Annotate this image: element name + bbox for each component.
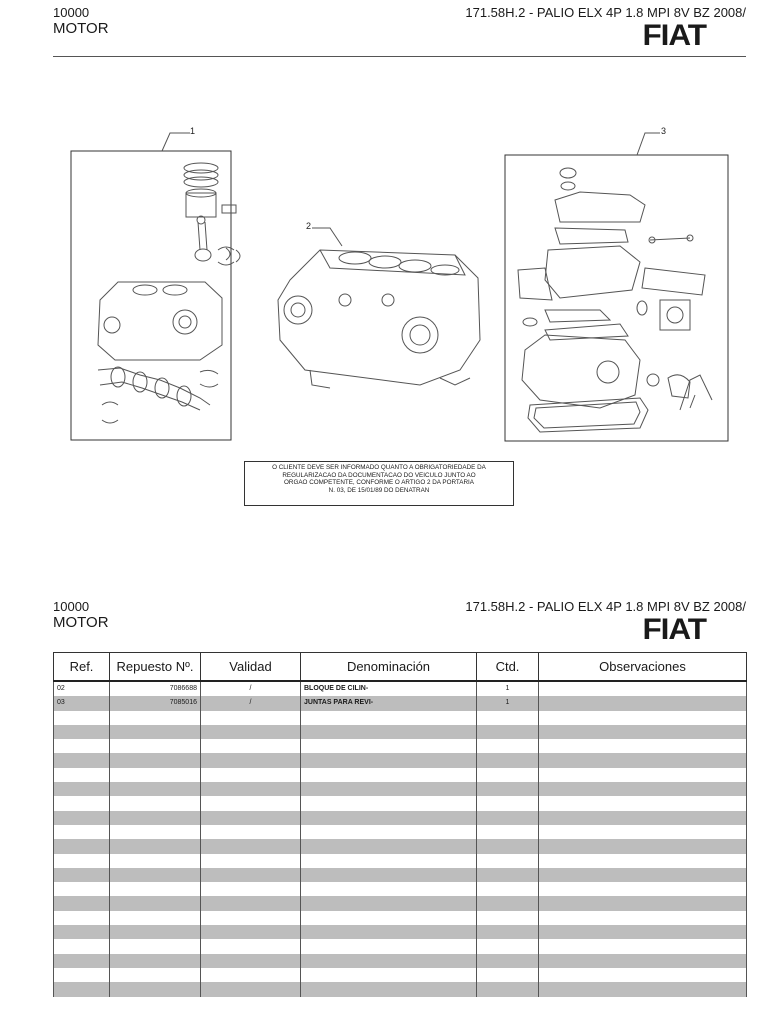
cell-part-number: 7085016	[110, 696, 201, 710]
empty-cell	[301, 768, 477, 782]
empty-cell	[301, 753, 477, 767]
empty-cell	[201, 753, 301, 767]
empty-cell	[54, 882, 110, 896]
diagram-group-1[interactable]	[71, 126, 240, 440]
cell-description: BLOQUE DE CILIN-	[301, 681, 477, 696]
empty-cell	[110, 811, 201, 825]
notice-line: REGULARIZACAO DA DOCUMENTACAO DO VEICULO JUNTO AO	[282, 471, 476, 479]
empty-cell	[301, 911, 477, 925]
empty-cell	[301, 725, 477, 739]
empty-cell	[539, 968, 747, 982]
empty-cell	[110, 982, 201, 996]
empty-cell	[301, 982, 477, 996]
empty-table-row	[54, 811, 747, 825]
empty-cell	[54, 753, 110, 767]
empty-cell	[539, 725, 747, 739]
empty-table-row	[54, 711, 747, 725]
empty-cell	[539, 854, 747, 868]
callout-3: 3	[661, 126, 667, 136]
empty-cell	[54, 896, 110, 910]
empty-cell	[201, 825, 301, 839]
group-code: 10000	[53, 5, 90, 20]
empty-cell	[301, 854, 477, 868]
regulatory-notice	[244, 461, 514, 506]
column-header-validity: Validad	[201, 653, 301, 682]
callout-1: 1	[190, 126, 196, 136]
empty-cell	[301, 882, 477, 896]
empty-cell	[539, 839, 747, 853]
empty-cell	[110, 711, 201, 725]
empty-cell	[539, 796, 747, 810]
empty-cell	[301, 711, 477, 725]
section-title: MOTOR	[53, 614, 109, 631]
empty-cell	[54, 739, 110, 753]
empty-cell	[54, 911, 110, 925]
empty-cell	[477, 839, 539, 853]
empty-table-row	[54, 782, 747, 796]
empty-cell	[477, 954, 539, 968]
empty-cell	[54, 954, 110, 968]
empty-cell	[110, 925, 201, 939]
empty-cell	[110, 725, 201, 739]
empty-cell	[54, 868, 110, 882]
empty-cell	[110, 911, 201, 925]
empty-cell	[110, 882, 201, 896]
empty-cell	[477, 982, 539, 996]
empty-cell	[477, 968, 539, 982]
section-title: MOTOR	[53, 20, 109, 37]
empty-table-row	[54, 854, 747, 868]
empty-cell	[110, 739, 201, 753]
empty-cell	[301, 968, 477, 982]
fiat-logo: FIAT	[642, 613, 706, 646]
empty-cell	[539, 882, 747, 896]
empty-cell	[477, 854, 539, 868]
empty-table-row	[54, 954, 747, 968]
model-description: 171.58H.2 - PALIO ELX 4P 1.8 MPI 8V BZ 2008/	[465, 5, 746, 20]
column-header-description: Denominación	[301, 653, 477, 682]
empty-cell	[201, 982, 301, 996]
empty-cell	[201, 896, 301, 910]
group-code: 10000	[53, 599, 90, 614]
empty-cell	[54, 782, 110, 796]
empty-cell	[110, 753, 201, 767]
empty-cell	[477, 768, 539, 782]
empty-cell	[539, 911, 747, 925]
fiat-logo: FIAT	[642, 19, 706, 52]
empty-cell	[110, 954, 201, 968]
empty-table-row	[54, 725, 747, 739]
callout-2: 2	[306, 221, 312, 231]
empty-cell	[54, 982, 110, 996]
empty-cell	[110, 968, 201, 982]
empty-cell	[477, 911, 539, 925]
empty-cell	[539, 739, 747, 753]
empty-cell	[539, 753, 747, 767]
empty-cell	[201, 882, 301, 896]
empty-cell	[301, 811, 477, 825]
empty-cell	[54, 711, 110, 725]
empty-cell	[54, 825, 110, 839]
diagram-group-3[interactable]	[505, 126, 728, 441]
empty-cell	[201, 811, 301, 825]
empty-cell	[201, 854, 301, 868]
column-header-part-number: Repuesto Nº.	[110, 653, 201, 682]
empty-cell	[110, 796, 201, 810]
empty-cell	[301, 796, 477, 810]
empty-cell	[201, 768, 301, 782]
empty-cell	[301, 954, 477, 968]
empty-cell	[54, 796, 110, 810]
empty-cell	[110, 868, 201, 882]
notice-line: N. 03, DE 15/01/89 DO DENATRAN	[328, 486, 430, 494]
parts-table	[53, 652, 747, 997]
empty-cell	[477, 825, 539, 839]
empty-cell	[201, 868, 301, 882]
empty-cell	[110, 854, 201, 868]
empty-cell	[201, 968, 301, 982]
empty-table-row	[54, 939, 747, 953]
empty-table-row	[54, 825, 747, 839]
empty-cell	[301, 925, 477, 939]
empty-cell	[477, 739, 539, 753]
empty-cell	[301, 782, 477, 796]
empty-cell	[201, 711, 301, 725]
cell-observations	[539, 696, 747, 710]
empty-cell	[201, 954, 301, 968]
empty-cell	[539, 982, 747, 996]
empty-table-row	[54, 982, 747, 996]
cell-quantity: 1	[477, 696, 539, 710]
empty-cell	[301, 939, 477, 953]
empty-table-row	[54, 739, 747, 753]
empty-cell	[201, 925, 301, 939]
column-header-quantity: Ctd.	[477, 653, 539, 682]
cell-observations	[539, 681, 747, 696]
empty-cell	[477, 925, 539, 939]
empty-cell	[477, 939, 539, 953]
empty-table-row	[54, 896, 747, 910]
empty-cell	[201, 839, 301, 853]
empty-cell	[54, 939, 110, 953]
column-header-observations: Observaciones	[539, 653, 747, 682]
model-description: 171.58H.2 - PALIO ELX 4P 1.8 MPI 8V BZ 2008/	[465, 599, 746, 614]
empty-table-row	[54, 925, 747, 939]
empty-cell	[110, 782, 201, 796]
empty-cell	[539, 811, 747, 825]
cell-quantity: 1	[477, 681, 539, 696]
empty-cell	[539, 825, 747, 839]
empty-table-row	[54, 768, 747, 782]
empty-cell	[301, 896, 477, 910]
empty-cell	[110, 939, 201, 953]
empty-cell	[477, 868, 539, 882]
cell-validity: /	[201, 696, 301, 710]
empty-cell	[201, 782, 301, 796]
empty-table-row	[54, 796, 747, 810]
empty-cell	[201, 796, 301, 810]
notice-line: O CLIENTE DEVE SER INFORMADO QUANTO A OBRIGATORIEDADE DA	[272, 464, 486, 471]
table-row[interactable]	[54, 681, 747, 696]
empty-cell	[201, 739, 301, 753]
empty-cell	[301, 868, 477, 882]
table-header-row	[54, 653, 747, 682]
empty-cell	[539, 768, 747, 782]
empty-cell	[301, 825, 477, 839]
empty-cell	[54, 725, 110, 739]
empty-cell	[477, 753, 539, 767]
empty-cell	[54, 854, 110, 868]
empty-cell	[477, 882, 539, 896]
empty-cell	[301, 739, 477, 753]
notice-line: ORGAO COMPETENTE, CONFORME O ARTIGO 2 DA PORTARIA	[284, 479, 474, 486]
empty-cell	[201, 725, 301, 739]
empty-cell	[110, 839, 201, 853]
empty-cell	[539, 925, 747, 939]
empty-cell	[110, 825, 201, 839]
cell-ref: 03	[54, 696, 110, 710]
empty-table-row	[54, 753, 747, 767]
column-header-ref: Ref.	[54, 653, 110, 682]
empty-table-row	[54, 868, 747, 882]
empty-cell	[477, 811, 539, 825]
empty-cell	[477, 725, 539, 739]
empty-table-row	[54, 911, 747, 925]
empty-cell	[477, 782, 539, 796]
empty-table-row	[54, 839, 747, 853]
table-row[interactable]	[54, 696, 747, 710]
cell-part-number: 7086688	[110, 681, 201, 696]
empty-cell	[54, 925, 110, 939]
diagram-group-2[interactable]	[278, 221, 480, 388]
empty-cell	[539, 711, 747, 725]
empty-cell	[477, 896, 539, 910]
cell-ref: 02	[54, 681, 110, 696]
empty-cell	[110, 768, 201, 782]
empty-cell	[54, 768, 110, 782]
empty-cell	[477, 796, 539, 810]
empty-cell	[477, 711, 539, 725]
cell-description: JUNTAS PARA REVI-	[301, 696, 477, 710]
empty-cell	[539, 782, 747, 796]
empty-cell	[539, 954, 747, 968]
empty-cell	[201, 911, 301, 925]
empty-cell	[201, 939, 301, 953]
empty-cell	[539, 896, 747, 910]
empty-cell	[301, 839, 477, 853]
empty-cell	[539, 939, 747, 953]
empty-table-row	[54, 882, 747, 896]
diagram-frame-1	[71, 151, 231, 440]
cell-validity: /	[201, 681, 301, 696]
empty-table-row	[54, 968, 747, 982]
empty-cell	[54, 839, 110, 853]
empty-cell	[54, 811, 110, 825]
empty-cell	[539, 868, 747, 882]
empty-cell	[110, 896, 201, 910]
empty-cell	[54, 968, 110, 982]
